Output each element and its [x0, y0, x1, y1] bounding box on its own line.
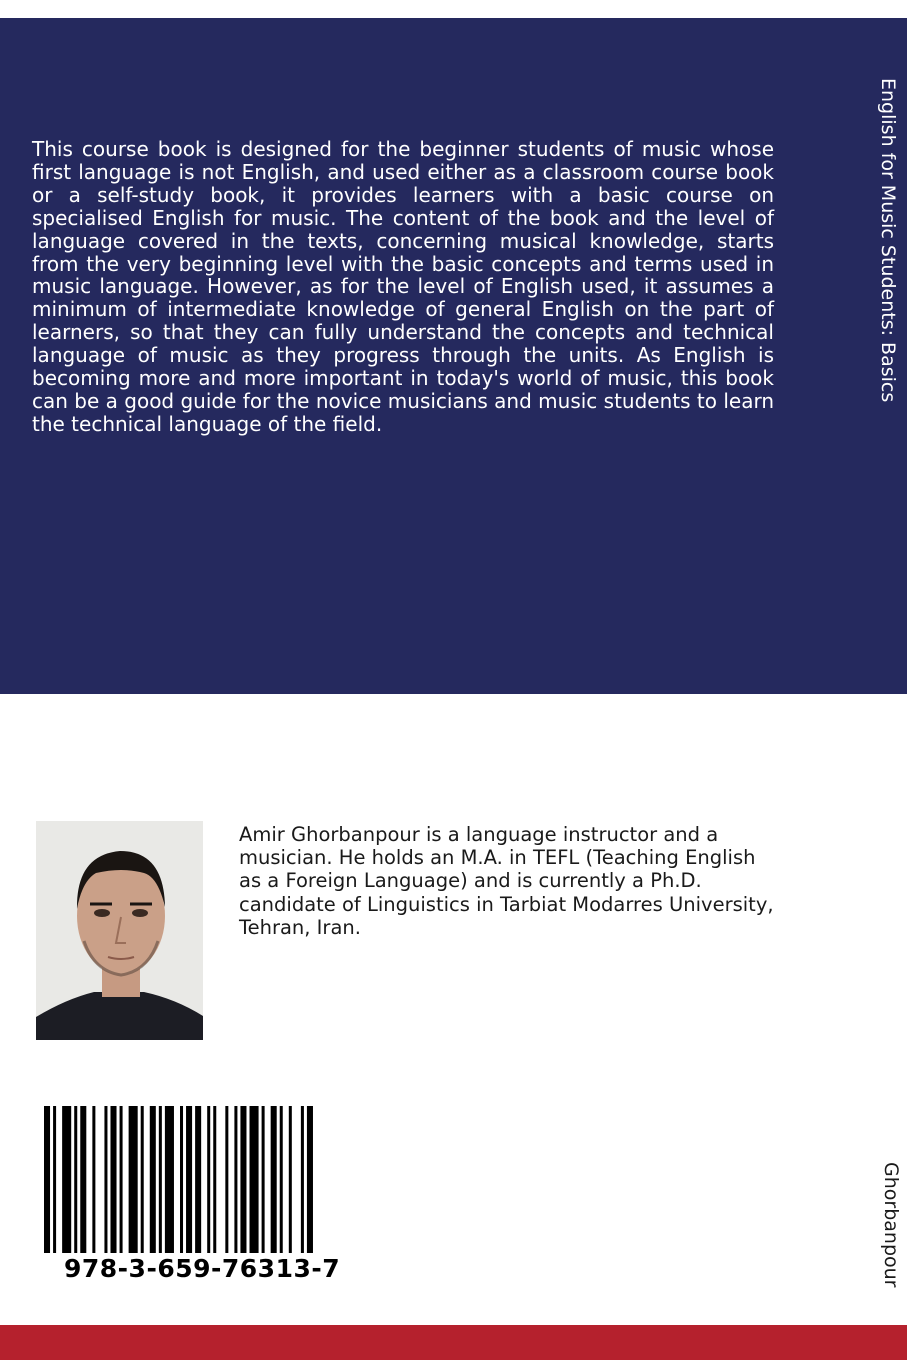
- barcode-bar: [250, 1106, 259, 1253]
- barcode-bar: [44, 1106, 50, 1253]
- barcode-bar: [129, 1106, 138, 1253]
- barcode-bar: [195, 1106, 201, 1253]
- author-portrait-image: [36, 821, 203, 1040]
- barcode-bar: [74, 1106, 77, 1253]
- barcode-bar: [159, 1106, 162, 1253]
- barcode-bar: [150, 1106, 156, 1253]
- isbn-number: 978-3-659-76313-7: [64, 1254, 341, 1283]
- isbn-barcode: [44, 1106, 316, 1253]
- barcode-bar: [62, 1106, 71, 1253]
- barcode-bar: [289, 1106, 292, 1253]
- author-bio: Amir Ghorbanpour is a language instructor and a musician. He holds an M.A. in TEFL (Teaching English as a Foreign Language) and is currently a Ph.D. candidate of Linguistics in Tarbiat Modarres University, Tehran, Iran.: [239, 823, 774, 939]
- barcode-bar: [110, 1106, 116, 1253]
- spine-author: Ghorbanpour: [880, 1162, 902, 1288]
- barcode-bar: [240, 1106, 246, 1253]
- barcode-bar: [141, 1106, 144, 1253]
- barcode-bar: [80, 1106, 86, 1253]
- barcode-bar: [225, 1106, 228, 1253]
- barcode-bar: [92, 1106, 95, 1253]
- barcode-bar: [180, 1106, 183, 1253]
- barcode-bar: [120, 1106, 123, 1253]
- barcode-bar: [186, 1106, 192, 1253]
- book-description: This course book is designed for the beginner students of music whose first language is not English, and used either as a classroom course book or a self-study book, it provides learners with a basic course on specialised English for music. The content of the book and the level of language covered in the texts, concerning musical knowledge, starts from the very beginning level with the basic concepts and terms used in music language. However, as for the level of English used, it assumes a minimum of intermediate knowledge of general English on the part of learners, so that they can fully understand the concepts and technical language of music as they progress through the units. As English is becoming more and more important in today's world of music, this book can be a good guide for the novice musicians and music students to learn the technical language of the field.: [32, 137, 774, 436]
- barcode-bar: [234, 1106, 237, 1253]
- barcode-bar: [307, 1106, 313, 1253]
- barcode-bar: [271, 1106, 277, 1253]
- barcode-bar: [104, 1106, 107, 1253]
- barcode-bar: [280, 1106, 283, 1253]
- barcode-bar: [165, 1106, 174, 1253]
- spine-title: English for Music Students: Basics: [877, 78, 899, 403]
- barcode-bar: [262, 1106, 265, 1253]
- barcode-bar: [301, 1106, 304, 1253]
- barcode-bar: [53, 1106, 56, 1253]
- bottom-color-band: [0, 1325, 907, 1360]
- barcode-bar: [207, 1106, 210, 1253]
- author-photo: [36, 821, 203, 1040]
- barcode-bar: [213, 1106, 216, 1253]
